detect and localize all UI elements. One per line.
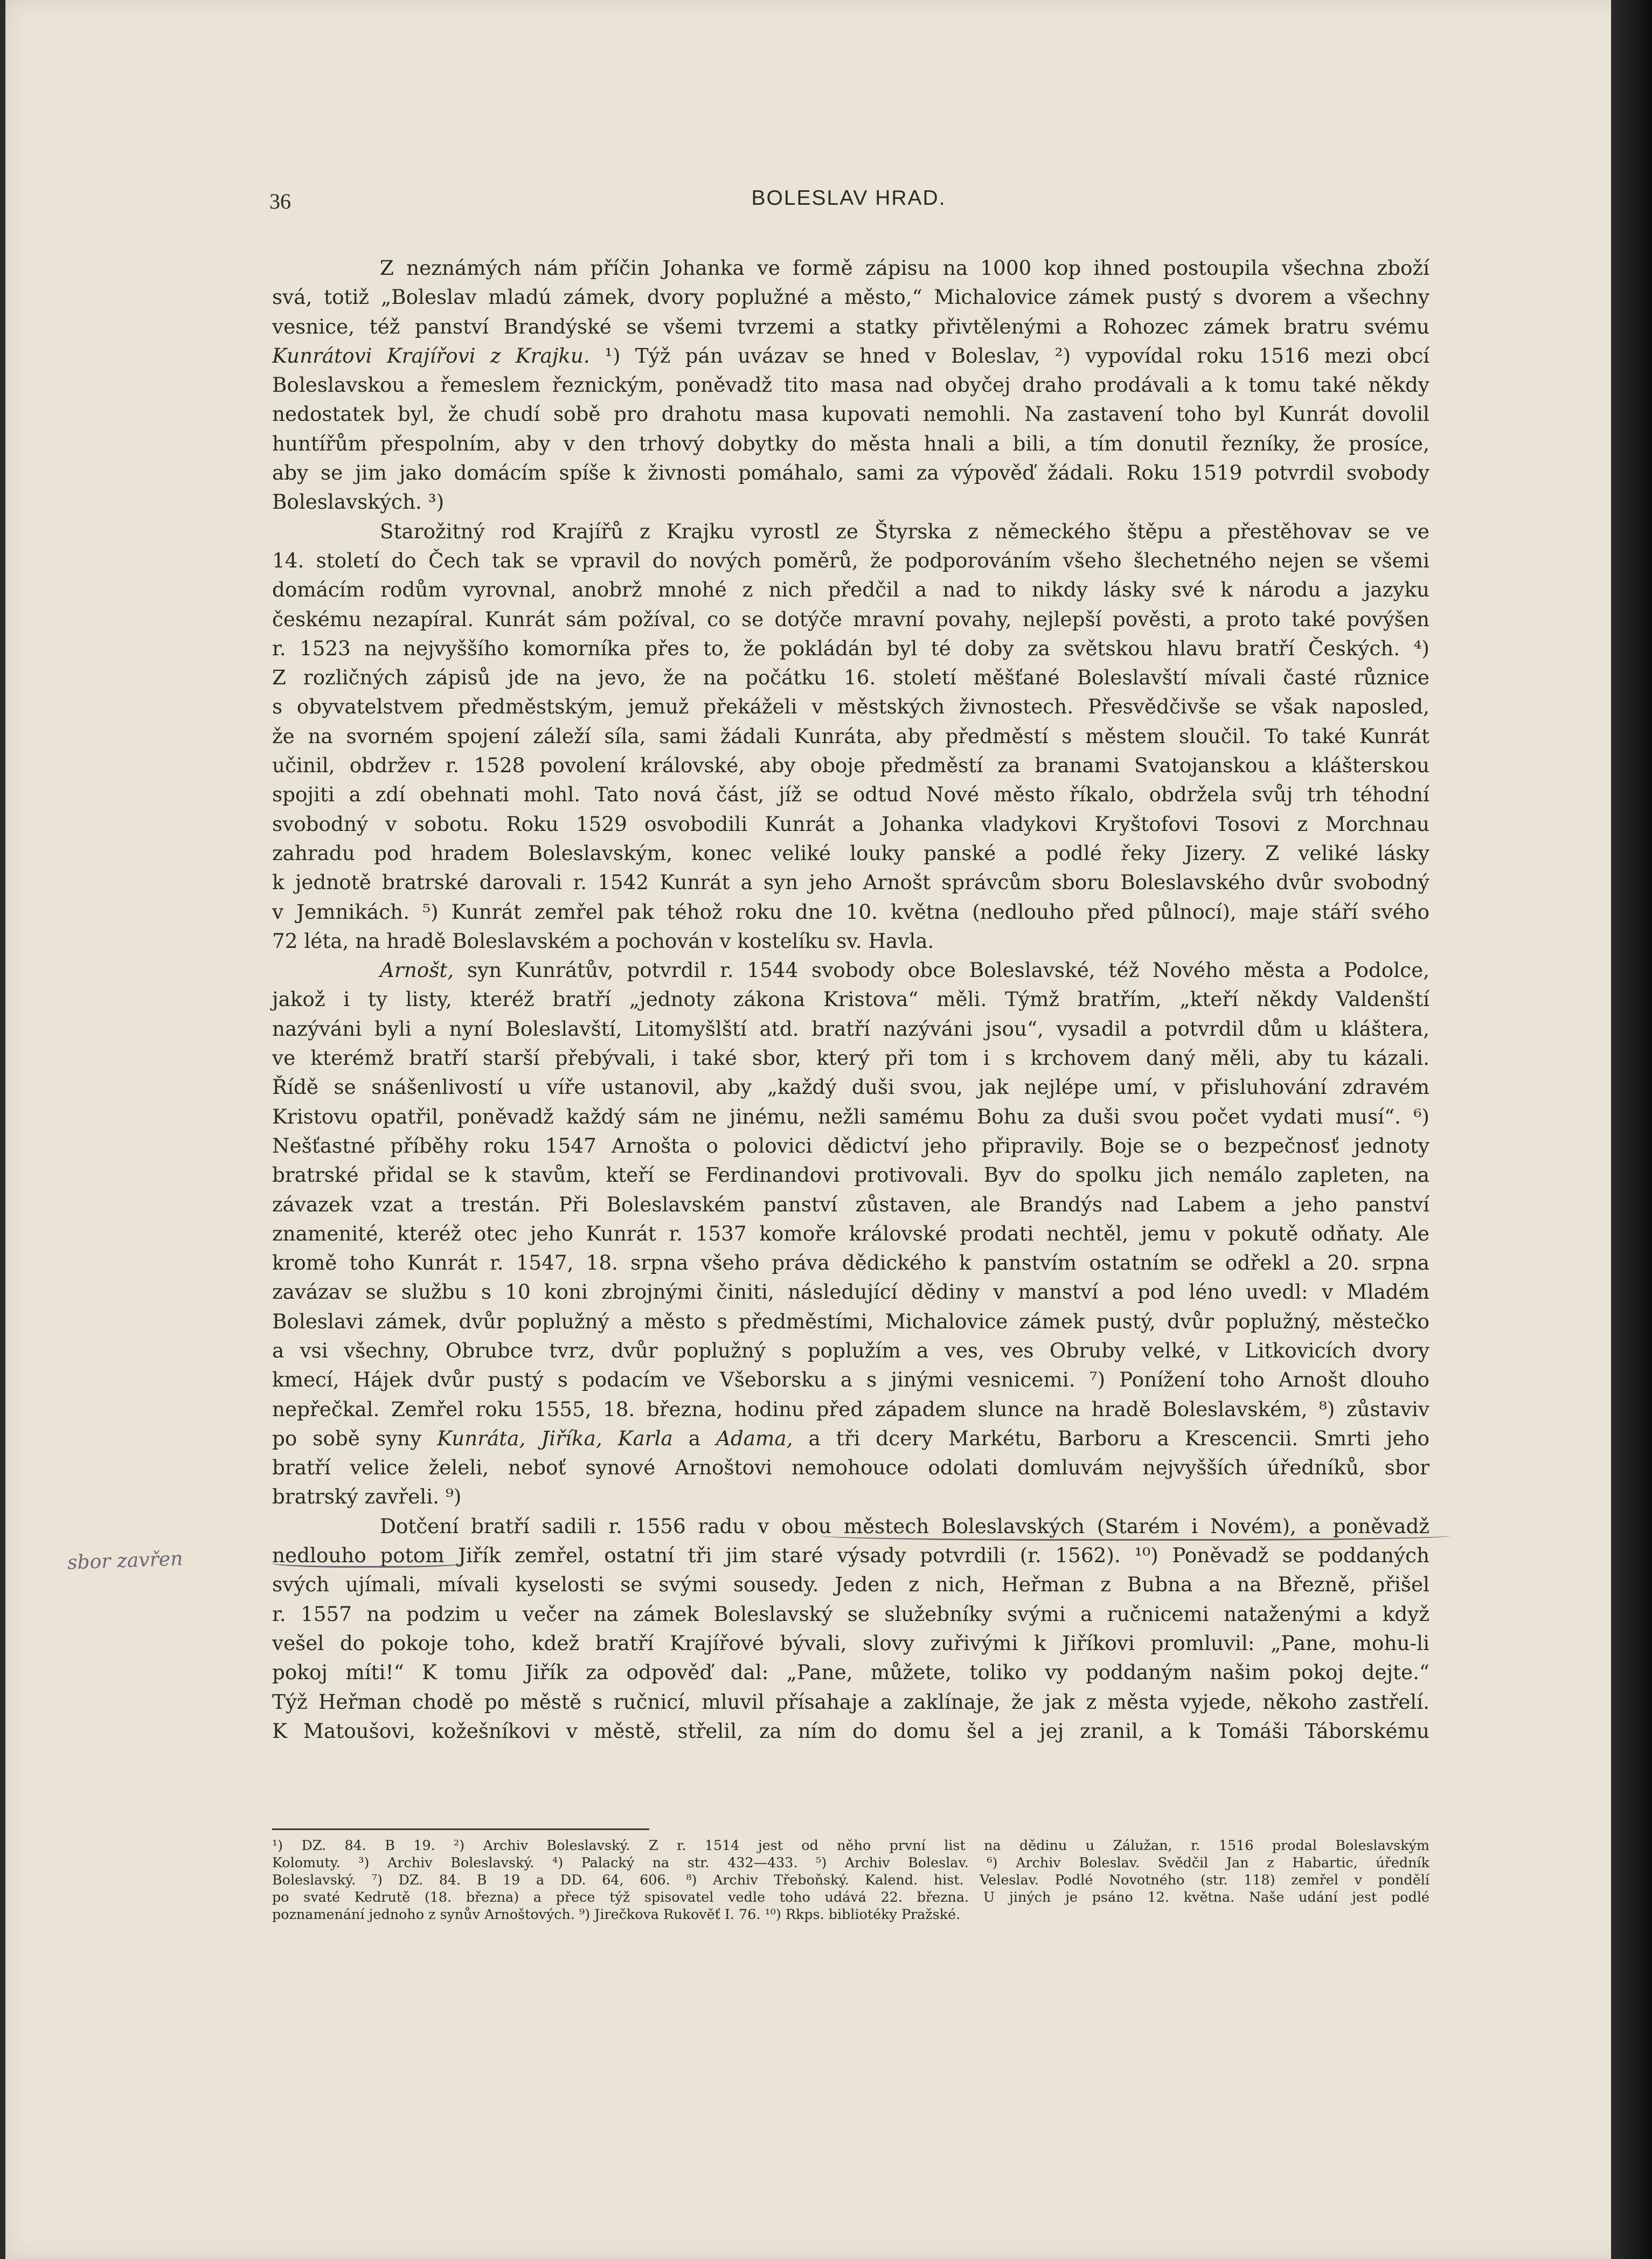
- text-span: a tři dcery Markétu, Barboru a Krescencii. Smrti jeho: [808, 1426, 1429, 1450]
- page-number: 36: [269, 189, 291, 213]
- scan-edge-left: [0, 0, 5, 2259]
- footnote-line: po svaté Kedrutě (18. března) a přece týž spisovatel vedle toho udává 22. března. U jiných je psáno 12. května. Naše udání jest podlé: [272, 1889, 1429, 1905]
- text-line: Boleslavských. ³): [272, 490, 445, 514]
- paragraph-1: [272, 253, 1429, 517]
- book-page: [5, 0, 1638, 2259]
- text-line: Týž Heřman chodě po městě s ručnicí, mluvil přísahaje a zaklínaje, že jak z města vyjede, někoho zastřelí.: [272, 1689, 1429, 1714]
- italic-name: Jiříka,: [541, 1426, 602, 1450]
- text-line: [272, 955, 1429, 985]
- text-line: nazýváni byli a nyní Boleslavští, Litomyšlští atd. bratří nazýváni jsou“, vysadil a potvrdil dům u kláštera,: [272, 1016, 1429, 1041]
- text-line: Boleslavi zámek, dvůr poplužný a město s předměstími, Michalovice zámek pustý, dvůr poplužný, městečko: [272, 1309, 1429, 1333]
- text-line: kmecí, Hájek dvůr pustý s podacím ve Všeborsku a s jinými vesnicemi. ⁷) Ponížení toho Arnošt dlouho: [272, 1368, 1429, 1392]
- text-line: spojiti a zdí obehnati mohl. Tato nová část, jíž se odtud Nové město říkalo, obdržela svůj trh téhodní: [272, 782, 1429, 807]
- text-line: nepřečkal. Zemřel roku 1555, 18. března, hodinu před západem slunce na hradě Boleslavském, ⁸) zůstaviv: [272, 1397, 1429, 1421]
- text-line: r. 1523 na nejvyššího komorníka přes to, že pokládán byl té doby za světskou hlavu bratří Českých. ⁴): [272, 636, 1429, 660]
- paragraph-2: [272, 517, 1429, 955]
- paragraph-4: [272, 1512, 1429, 1745]
- footnotes: [272, 1837, 1429, 1923]
- pencil-underline: [272, 1556, 466, 1568]
- text-line: svá, totiž „Boleslav mladú zámek, dvory poplužné a město,“ Michalovice zámek pustý s dvorem a všechny: [272, 285, 1429, 309]
- text-line: v Jemnikách. ⁵) Kunrát zemřel pak téhož roku dne 10. května (nedlouho před půlnocí), maje stáří svého: [272, 899, 1429, 924]
- text-span: syn Kunrátův, potvrdil r. 1544 svobody obce Boleslavské, též Nového města a Podolce,: [467, 958, 1429, 982]
- text-line: domácím rodům vyrovnal, anobrž mnohé z nich předčil a nad to nikdy lásky své k národu a jazyku: [272, 578, 1429, 602]
- text-span: ¹) Týž pán uvázav se hned v Boleslav, ²) vypovídal roku 1516 mezi obcí: [605, 343, 1430, 368]
- text-line: nedlouho potom Jiřík zemřel, ostatní tři jim staré výsady potvrdili (r. 1562). ¹⁰) Poněvadž se poddaných: [272, 1543, 1429, 1568]
- text-line: učinil, obdržev r. 1528 povolení královské, aby oboje předměstí za branami Svatojanskou a klášterskou: [272, 753, 1429, 778]
- text-line: Řídě se snášenlivostí u víře ustanovil, aby „každý duši svou, jak nejlépe umí, v přisluhování zdravém: [272, 1075, 1429, 1099]
- running-head: [269, 186, 1428, 224]
- text-span: po sobě syny: [272, 1426, 422, 1450]
- text-line: Kristovu opatřil, poněvadž každý sám ne jinému, nežli samému Bohu za duši svou počet vydati musí“. ⁶): [272, 1104, 1429, 1128]
- text-line: Z neznámých nám příčin Johanka ve formě zápisu na 1000 kop ihned postoupila všechna zboží: [380, 256, 1429, 280]
- text-line: 14. století do Čech tak se vpravil do nových poměrů, že podporováním všeho šlechetného nejen se všemi: [272, 548, 1429, 572]
- text-line: jakož i ty listy, kteréž bratří „jednoty zákona Kristova“ měli. Týmž bratřím, „kteří někdy Valdenští: [272, 987, 1429, 1011]
- text-line: kromě toho Kunrát r. 1547, 18. srpna všeho práva dědického k panstvím ostatním se odřekl a 20. srpna: [272, 1251, 1429, 1275]
- text-line: k jednotě bratrské darovali r. 1542 Kunrát a syn jeho Arnošt správcům sboru Boleslavského dvůr svobodný: [272, 870, 1429, 895]
- footnote-line: Boleslavský. ⁷) DZ. 84. B 19 a DD. 64, 606. ⁸) Archiv Třeboňský. Kalend. hist. Veleslav. Podlé Novotného (str. 118) zemřel v pondělí: [272, 1872, 1429, 1888]
- footnote-line: ¹) DZ. 84. B 19. ²) Archiv Boleslavský. Z r. 1514 jest od něho první list na dědinu u Zálužan, r. 1516 prodal Boleslavským: [272, 1837, 1429, 1853]
- text-line: [272, 341, 1429, 370]
- text-line: svých ujímali, mívali kyselosti se svými sousedy. Jeden z nich, Heřman z Bubna a na Březně, přišel: [272, 1572, 1429, 1597]
- text-line: Z rozličných zápisů jde na jevo, že na počátku 16. století měšťané Boleslavští mívali časté různice: [272, 666, 1429, 690]
- text-line: bratrské přidal se k stavům, kteří se Ferdinandovi protivovali. Byv do spolku jich nemálo zapleten, na: [272, 1163, 1429, 1187]
- text-line: nedostatek byl, že chudí sobě pro drahotu masa kupovati nemohli. Na zastavení toho byl Kunrát dovolil: [272, 402, 1429, 426]
- footnote-line: Kolomuty. ³) Archiv Boleslavský. ⁴) Palacký na str. 432—433. ⁵) Archiv Boleslav. ⁶) Archiv Boleslav. Svědčil Jan z Habartic, úředník: [272, 1854, 1429, 1870]
- text-line: bratří velice želeli, neboť synové Arnoštovi nemohouce odolati domluvám nejvyšších úředníků, sbor: [272, 1456, 1429, 1480]
- text-line: 72 léta, na hradě Boleslavském a pochován v kostelíku sv. Havla.: [272, 928, 934, 953]
- text-line: r. 1557 na podzim u večer na zámek Boleslavský se služebníky svými a ručnicemi nataženými a když: [272, 1602, 1429, 1626]
- footnote-line: poznamenání jednoho z synův Arnoštových. ⁹) Jirečkova Rukověť I. 76. ¹⁰) Rkps. bibliotéky Pražské.: [272, 1906, 961, 1922]
- text-line: bratrský zavřeli. ⁹): [272, 1485, 462, 1509]
- text-line: Boleslavskou a řemeslem řeznickým, poněvadž tito masa nad obyčej draho prodávali a k tomu také někdy: [272, 373, 1429, 397]
- scan-edge-right: [1611, 0, 1652, 2259]
- body-text: [272, 253, 1429, 1745]
- italic-name: Adama,: [716, 1426, 793, 1450]
- text-line: svobodný v sobotu. Roku 1529 osvobodili Kunrát a Johanka vladykovi Kryštofovi Tosovi z Morchnau: [272, 812, 1429, 836]
- text-line: zavázav se službu s 10 koni zbrojnými činiti, následující dědiny v manství a pod léno uvedl: v Mladém: [272, 1280, 1429, 1304]
- text-line: českému nezapíral. Kunrát sám požíval, co se dotýče mravní povahy, nejlepší pověsti, a proto také povýšen: [272, 607, 1429, 631]
- paragraph-3: [272, 955, 1429, 1512]
- text-line: aby se jim jako domácím spíše k živnosti pomáhalo, sami za výpověď žádali. Roku 1519 potvrdil svobody: [272, 461, 1429, 485]
- text-line: ve kterémž bratří starší přebývali, i také sbor, který při tom i s krchovem daný měli, aby tu kázali.: [272, 1046, 1429, 1070]
- margin-annotation: sbor zavřen: [67, 1548, 183, 1574]
- text-line: že na svorném spojení záleží síla, sami žádali Kunráta, aby předměstí s městem sloučil. To také Kunrát: [272, 724, 1429, 748]
- text-line: Starožitný rod Krajířů z Krajku vyrostl ze Štyrska z německého štěpu a přestěhovav se ve: [380, 519, 1429, 543]
- text-line: pokoj míti!“ K tomu Jiřík za odpověď dal: „Pane, můžete, toliko vy poddaným našim pokoj dejte.“: [272, 1660, 1429, 1685]
- text-line: vesnice, též panství Brandýské se všemi tvrzemi a statky přivtělenými a Rohozec zámek bratru svému: [272, 314, 1429, 338]
- text-line: zahradu pod hradem Boleslavským, konec veliké louky panské a podlé řeky Jizery. Z veliké lásky: [272, 841, 1429, 865]
- italic-name: Kunráta,: [437, 1426, 526, 1450]
- running-title: BOLESLAV HRAD.: [751, 186, 946, 210]
- italic-name: Karla: [617, 1426, 673, 1450]
- italic-name: Kunrátovi Krajířovi z Krajku.: [272, 343, 590, 368]
- text-span: a: [688, 1426, 700, 1450]
- text-line: Nešťastné příběhy roku 1547 Arnošta o polovici dědictví jeho připravily. Boje se o bezpečnosť jednoty: [272, 1133, 1429, 1158]
- text-line: s obyvatelstvem předměstským, jemuž překáželi v městských živnostech. Přesvědčivše se však naposled,: [272, 695, 1429, 719]
- footnote-rule: [272, 1828, 649, 1830]
- text-line: huntířům přespolním, aby v den trhový dobytky do města hnali a bili, a tím donutil řezníky, že prosíce,: [272, 431, 1429, 455]
- text-line: K Matoušovi, kožešníkovi v městě, střelil, za ním do domu šel a jej zranil, a k Tomáši Táborskému: [272, 1718, 1429, 1743]
- text-line: a vsi všechny, Obrubce tvrz, dvůr poplužný s poplužím a ves, ves Obruby velké, v Litkovicích dvory: [272, 1338, 1429, 1362]
- text-line: znamenité, kteréž otec jeho Kunrát r. 1537 komoře královské prodati nechtěl, jemu v pokutě odňaty. Ale: [272, 1221, 1429, 1245]
- text-line: [272, 1424, 1429, 1453]
- text-line: závazek vzat a trestán. Při Boleslavském panství zůstaven, ale Brandýs nad Labem a jeho panství: [272, 1192, 1429, 1216]
- text-line: vešel do pokoje toho, kdež bratří Krajířové bývali, slovy zuřivými k Jiříkovi promluvil: „Pane, mohu-li: [272, 1631, 1429, 1655]
- text-line: Dotčení bratří sadili r. 1556 radu v obou městech Boleslavských (Starém i Novém), a poněvadž: [380, 1514, 1429, 1538]
- italic-name: Arnošt,: [380, 958, 454, 982]
- pencil-underline: [820, 1528, 1450, 1541]
